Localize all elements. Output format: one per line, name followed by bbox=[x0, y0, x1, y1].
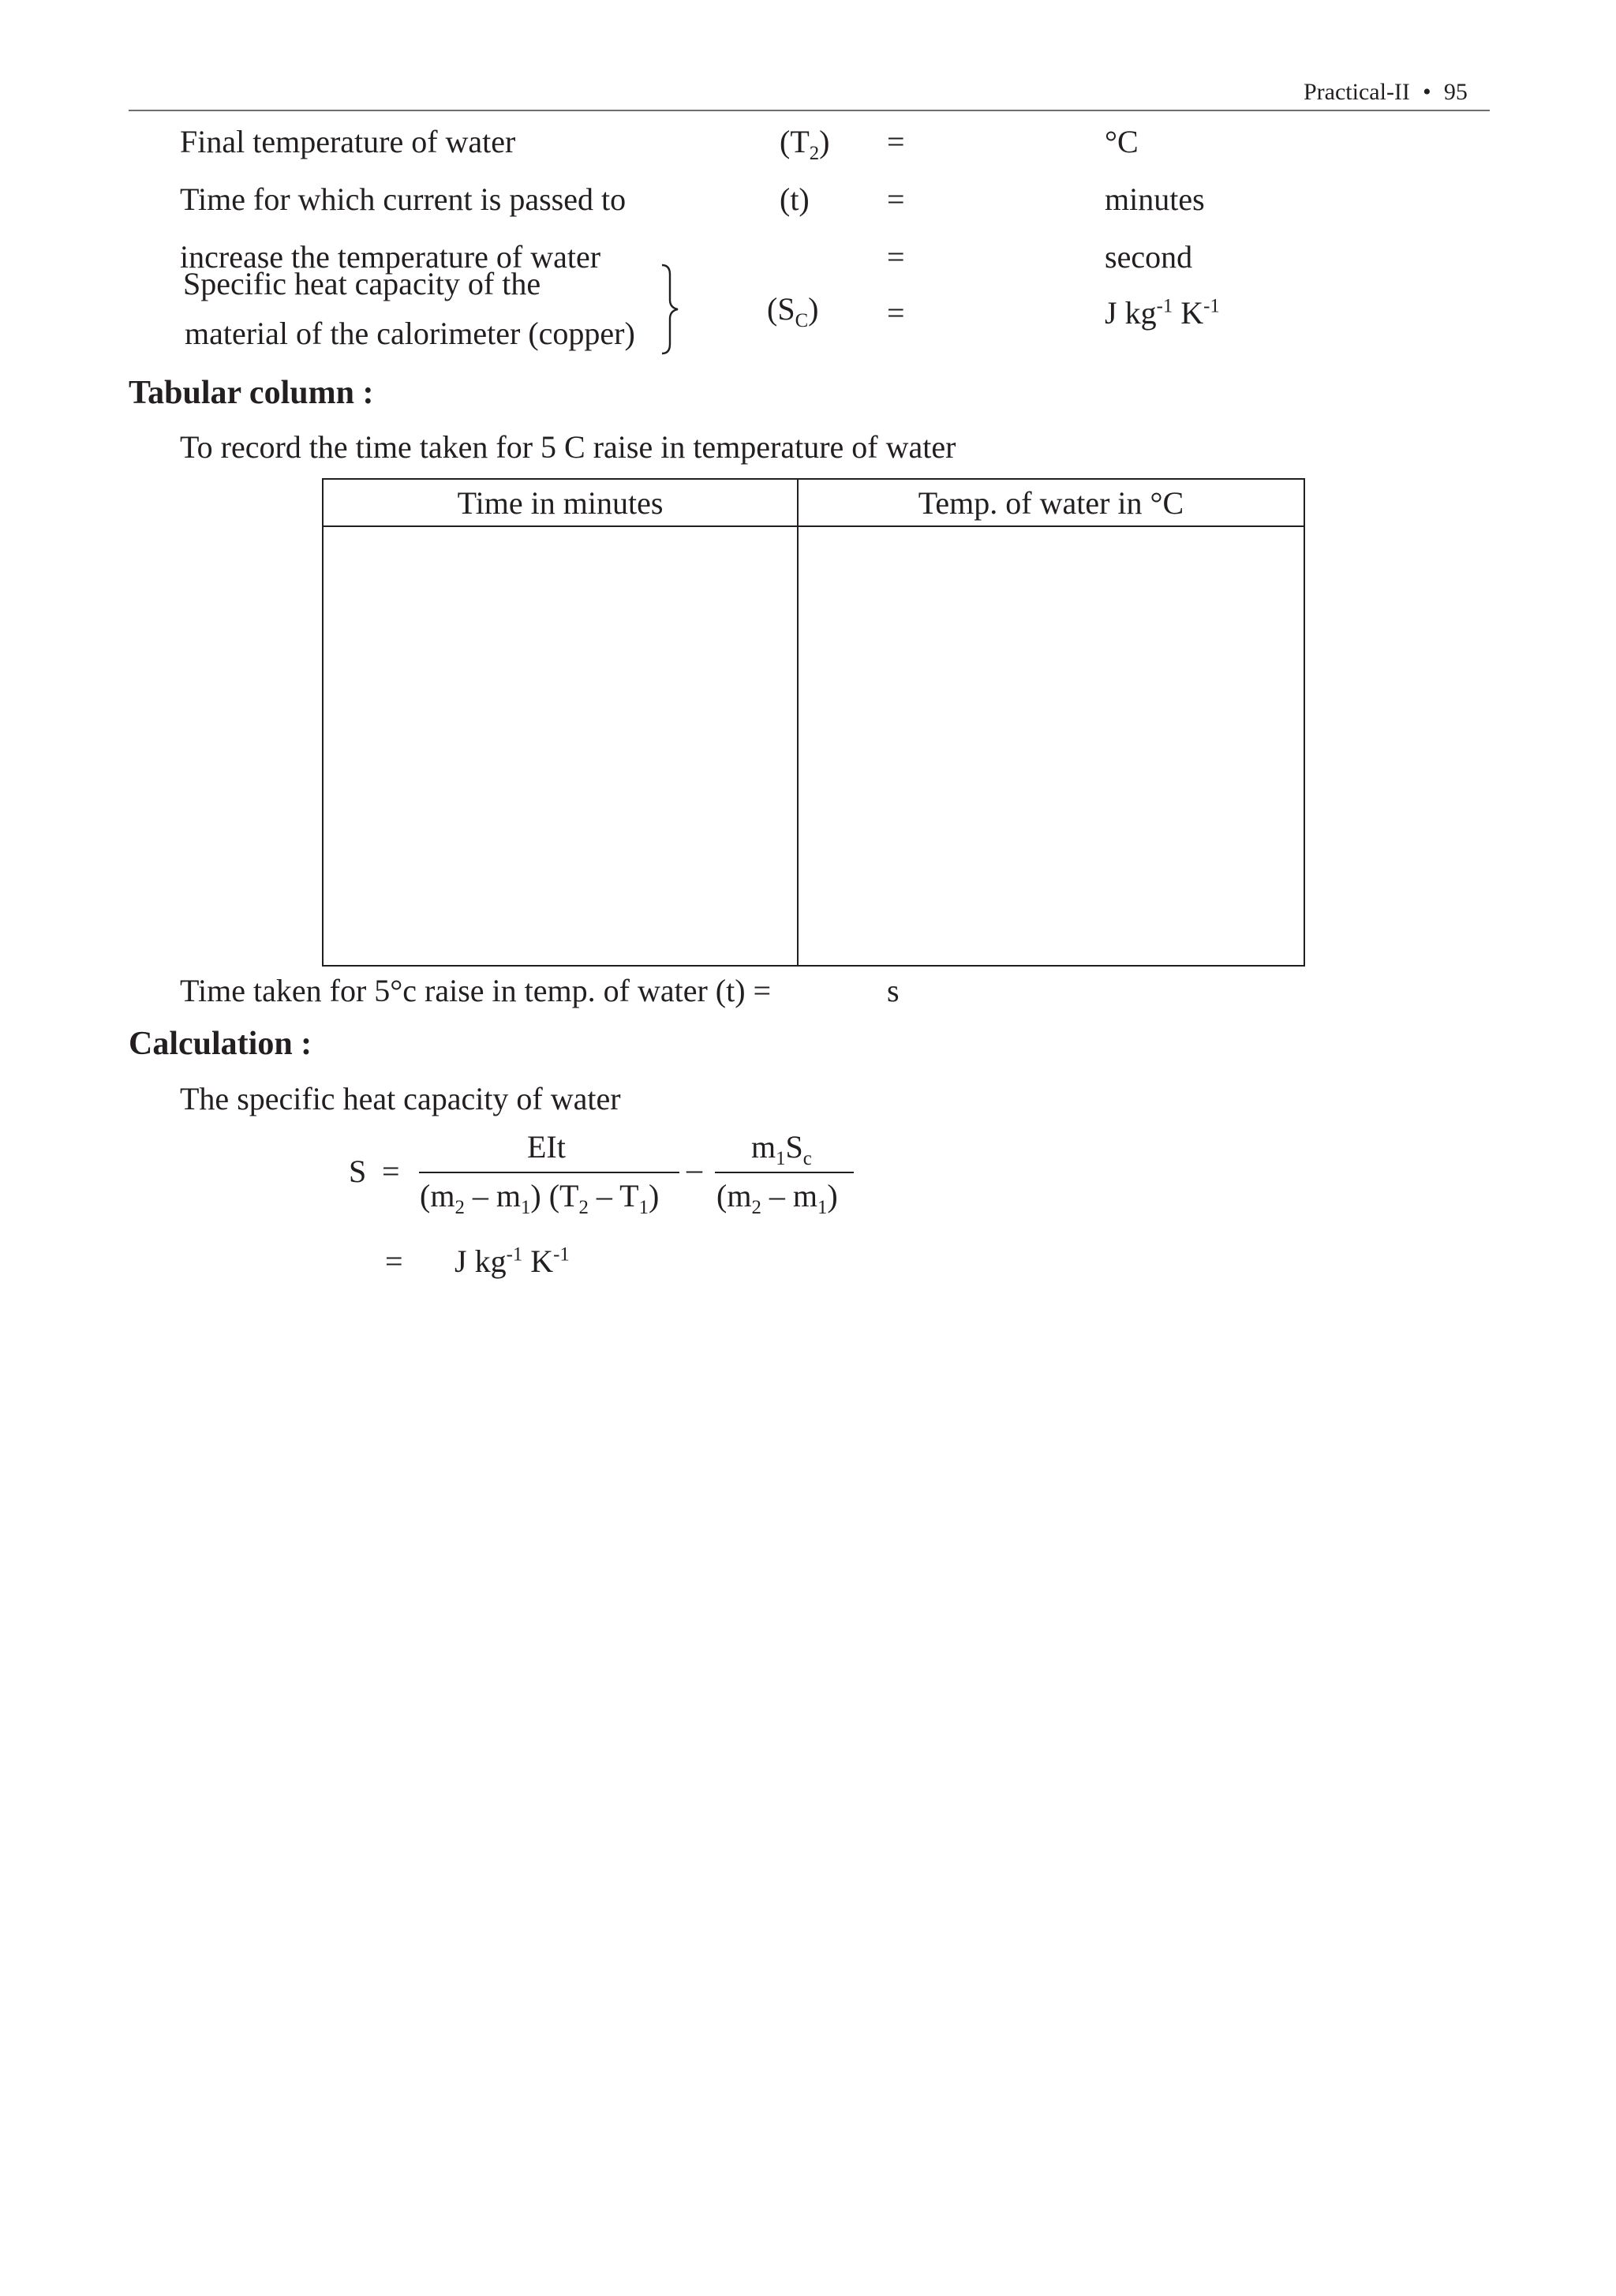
fraction2-denominator: $(m_2 - m_1)$ bbox=[716, 1178, 838, 1218]
obs-unit-second: second bbox=[1105, 239, 1193, 275]
calculation-intro: The specific heat capacity of water bbox=[180, 1081, 621, 1116]
header-bullet: • bbox=[1423, 79, 1431, 105]
obs-unit-celsius: °C bbox=[1105, 124, 1139, 159]
fraction2-numerator: $m_1S_c$ bbox=[751, 1129, 812, 1169]
obs-equals: = bbox=[887, 239, 905, 275]
obs-unit-minutes: minutes bbox=[1105, 181, 1205, 217]
obs-equals: = bbox=[887, 181, 905, 217]
column-header-temp: Temp. of water in °C bbox=[798, 479, 1304, 526]
tabular-intro: To record the time taken for 5 C raise in temperature of water bbox=[180, 429, 956, 465]
symbol-sc: $(S_C)$ bbox=[767, 291, 819, 331]
formula-minus: – bbox=[686, 1151, 702, 1187]
fraction2-bar bbox=[715, 1172, 854, 1173]
obs-label-increase: increase the temperature of water bbox=[180, 239, 601, 275]
obs-equals: = bbox=[887, 124, 905, 159]
obs-label-final-temp: Final temperature of water bbox=[180, 124, 516, 159]
table-cell-temp bbox=[798, 526, 1304, 966]
section-name: Practical-II bbox=[1304, 79, 1410, 105]
formula-equals: = bbox=[382, 1154, 400, 1189]
fraction1-denominator: $(m_2 - m_1)$ $(T_2 - T_1)$ bbox=[420, 1178, 660, 1218]
result-unit: J $kg^{-1}$ $K^{-1}$ bbox=[454, 1243, 570, 1279]
obs-equals: = bbox=[887, 295, 905, 331]
tabular-heading: Tabular column : bbox=[129, 375, 374, 411]
page-number: 95 bbox=[1443, 79, 1468, 105]
header-rule bbox=[129, 110, 1490, 111]
formula-lhs: S bbox=[349, 1154, 367, 1189]
specific-heat-label-line2: material of the calorimeter (copper) bbox=[185, 316, 635, 351]
result-equals: = bbox=[385, 1243, 403, 1279]
obs-label-time: Time for which current is passed to bbox=[180, 181, 627, 217]
fraction1-numerator: EIt bbox=[527, 1129, 566, 1165]
fraction1-bar bbox=[419, 1172, 679, 1173]
obs-symbol-t2: $(T_2)$ bbox=[780, 124, 830, 164]
specific-heat-label-line1: Specific heat capacity of the bbox=[183, 266, 541, 301]
table-cell-time bbox=[323, 526, 798, 966]
obs-symbol-t: (t) bbox=[780, 181, 810, 217]
right-brace-icon bbox=[659, 264, 683, 355]
column-header-time: Time in minutes bbox=[323, 479, 798, 526]
readings-table bbox=[322, 478, 1305, 967]
time-taken-text: Time taken for 5°c raise in temp. of water (t) = bbox=[180, 973, 772, 1008]
unit-j-kg-k: J $kg^{-1}$ $K^{-1}$ bbox=[1105, 295, 1220, 331]
calculation-heading: Calculation : bbox=[129, 1026, 312, 1062]
running-header bbox=[1304, 79, 1468, 106]
time-taken-unit: s bbox=[887, 973, 900, 1008]
